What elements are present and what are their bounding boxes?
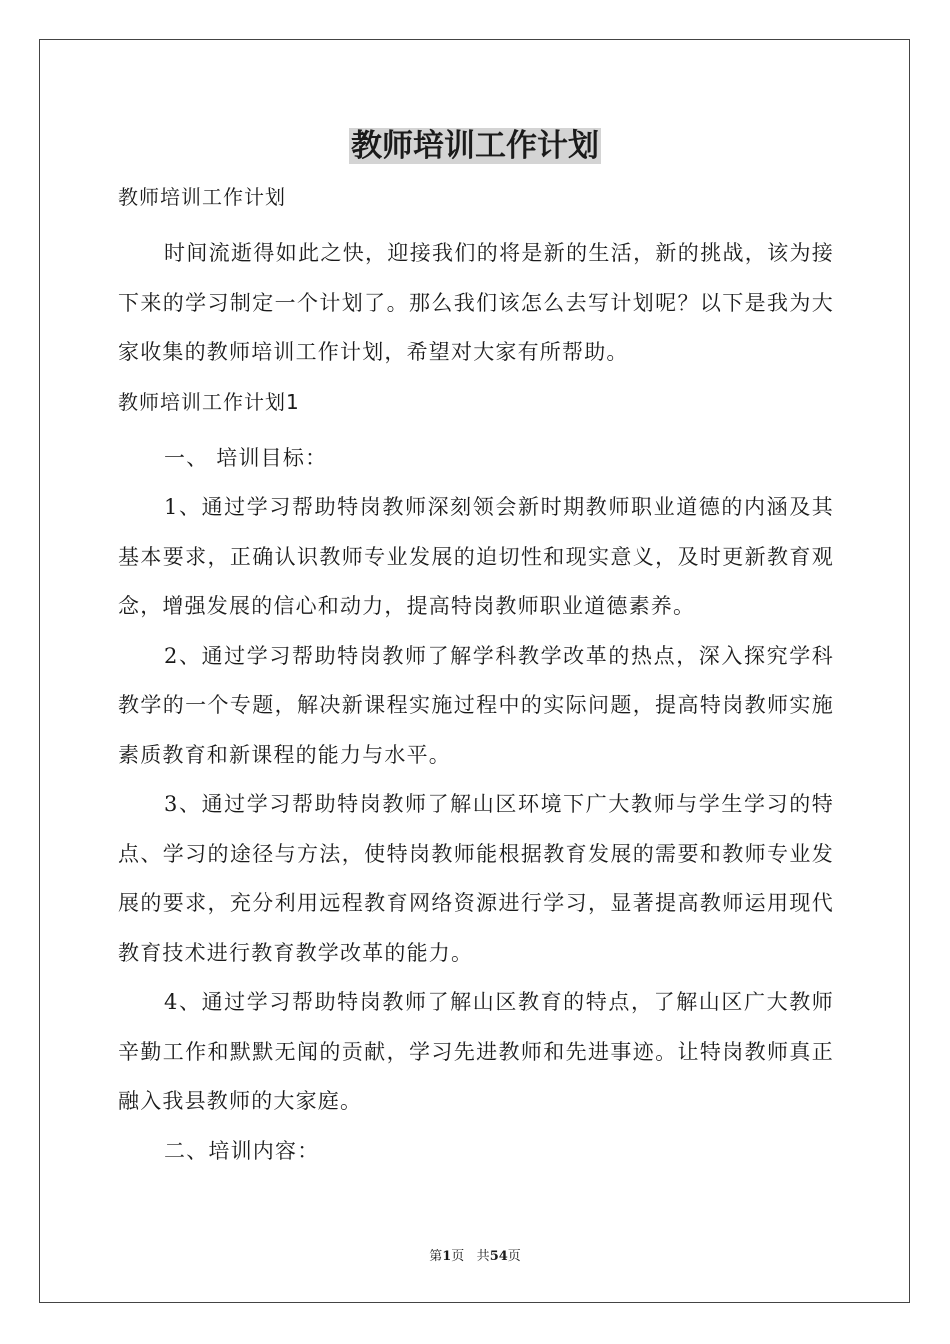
heading-training-goals: 一、 培训目标：	[164, 445, 328, 470]
footer-total-prefix: 共	[476, 1249, 490, 1264]
goal-item-4: 4、通过学习帮助特岗教师了解山区教育的特点，了解山区广大教师辛勤工作和默默无闻的贡献，学习先进教师和先进事迹。让特岗教师真正融入我县教师的大家庭。	[118, 990, 834, 1113]
footer-page-number: 1	[442, 1249, 452, 1264]
goal-item-3: 3、通过学习帮助特岗教师了解山区环境下广大教师与学生学习的特点、学习的途径与方法，使特岗教师能根据教育发展的需要和教师专业发展的要求，充分利用远程教育网络资源进行学习，显著提高教师运用现代教育技术进行教育教学改革的能力。	[118, 792, 834, 965]
document-title-text: 教师培训工作计划	[351, 128, 599, 164]
goal-item-2: 2、通过学习帮助特岗教师了解学科教学改革的热点，深入探究学科教学的一个专题，解决新课程实施过程中的实际问题，提高特岗教师实施素质教育和新课程的能力与水平。	[118, 643, 834, 767]
footer-page-suffix: 页	[451, 1249, 465, 1264]
document-title	[0, 124, 950, 168]
section-label: 教师培训工作计划1	[118, 389, 300, 414]
heading-training-content: 二、培训内容：	[164, 1138, 320, 1163]
footer-total-pages: 54	[489, 1249, 508, 1264]
intro-paragraph: 时间流逝得如此之快，迎接我们的将是新的生活，新的挑战，该为接下来的学习制定一个计划了。那么我们该怎么去写计划呢？以下是我为大家收集的教师培训工作计划，希望对大家有所帮助。	[118, 241, 834, 364]
page-footer	[0, 1247, 950, 1267]
footer-total-suffix: 页	[507, 1249, 521, 1264]
footer-page-prefix: 第	[429, 1249, 443, 1264]
document-subtitle: 教师培训工作计划	[118, 185, 286, 209]
document-body	[118, 179, 834, 1176]
goal-item-1: 1、通过学习帮助特岗教师深刻领会新时期教师职业道德的内涵及其基本要求，正确认识教师专业发展的迫切性和现实意义，及时更新教育观念，增强发展的信心和动力，提高特岗教师职业道德素养。	[118, 495, 834, 618]
